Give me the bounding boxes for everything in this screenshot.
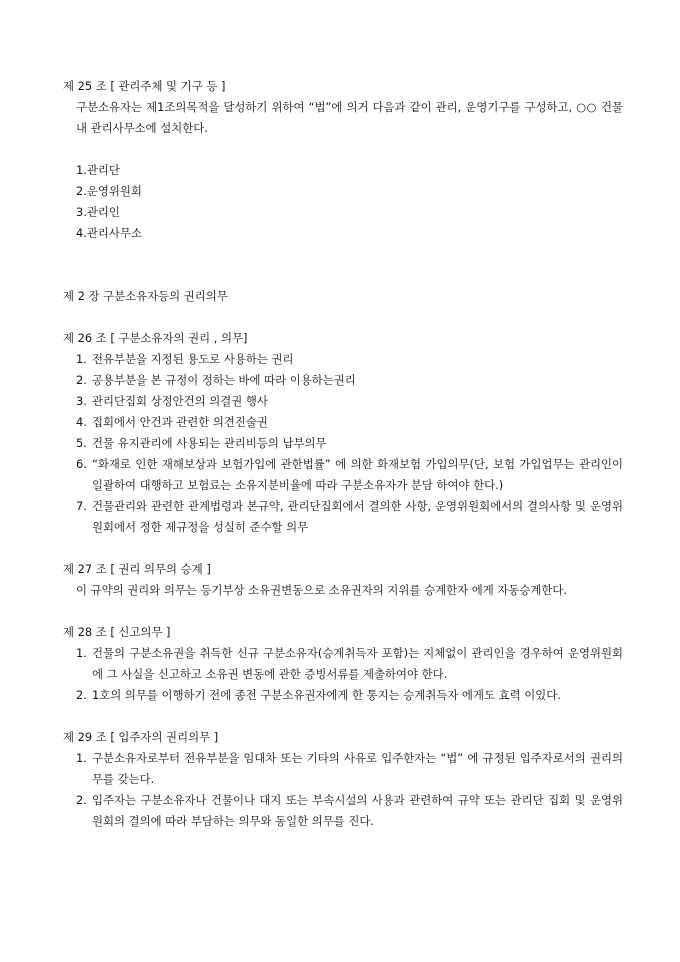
item-number: 3. — [76, 394, 87, 408]
item-text: 건물 유지관리에 사용되는 관리비등의 납부의무 — [92, 436, 327, 450]
item-text: 공용부분을 본 규정이 정하는 바에 따라 이용하는권리 — [92, 373, 356, 387]
item-text: 건물의 구분소유권을 취득한 신규 구분소유자(승계취득자 포함)는 지체없이 관리인을 경우하여 운영위원회에 그 사실을 신고하고 소유권 변동에 관한 증빙서류를 제출하여야 한다. — [92, 646, 623, 681]
article-29-list — [63, 748, 623, 832]
article-29-heading: 제 29 조 [ 입주자의 권리의무 ] — [63, 730, 219, 744]
list-item — [63, 370, 623, 391]
article-26-list — [63, 349, 623, 538]
item-number: 6. — [76, 457, 87, 471]
item-number: 2. — [76, 373, 87, 387]
list-item: 2.운영위원회 — [76, 184, 142, 198]
list-item — [63, 643, 623, 685]
list-item — [63, 433, 623, 454]
article-27 — [63, 559, 623, 601]
document-page — [63, 76, 623, 832]
list-item — [63, 685, 623, 706]
article-25 — [63, 76, 623, 244]
item-number: 4. — [76, 415, 87, 429]
item-text: “화재로 인한 재해보상과 보험가입에 관한법률” 에 의한 화재보험 가입의무(단, 보험 가입업무는 관리인이 일괄하여 대행하고 보험료는 소유지분비율에 따라 구분소유자가 분담 하여야 한다.) — [92, 457, 623, 492]
article-27-body: 이 규약의 권리와 의무는 등기부상 소유권변동으로 소유권자의 지위를 승계한자 에게 자동승계한다. — [76, 583, 567, 597]
article-28-heading: 제 28 조 [ 신고의무 ] — [63, 625, 171, 639]
article-28 — [63, 622, 623, 706]
item-text: 1호의 의무를 이행하기 전에 종전 구분소유권자에게 한 통지는 승계취득자 에게도 효력 이있다. — [92, 688, 561, 702]
list-item: 1.관리단 — [76, 163, 120, 177]
list-item: 3.관리인 — [76, 205, 120, 219]
article-26-heading: 제 26 조 [ 구분소유자의 권리 , 의무] — [63, 331, 248, 345]
item-number: 5. — [76, 436, 87, 450]
list-item: 4.관리사무소 — [76, 226, 142, 240]
item-number: 2. — [76, 688, 87, 702]
list-item — [63, 349, 623, 370]
list-item — [63, 391, 623, 412]
item-number: 1. — [76, 646, 87, 660]
article-25-list — [63, 160, 623, 244]
item-text: 건물관리와 관련한 관계법령과 본규약, 관리단집회에서 결의한 사항, 운영위원회에서의 결의사항 및 운영위원회에서 정한 제규정을 성실히 준수할 의무 — [92, 499, 623, 534]
article-29 — [63, 727, 623, 832]
item-text: 관리단집회 상정안건의 의결권 행사 — [92, 394, 268, 408]
article-26 — [63, 328, 623, 538]
list-item — [63, 412, 623, 433]
list-item — [63, 790, 623, 832]
list-item — [63, 748, 623, 790]
list-item — [63, 496, 623, 538]
item-number: 1. — [76, 751, 87, 765]
item-text: 집회에서 안건과 관련한 의견진술권 — [92, 415, 268, 429]
item-text: 구분소유자로부터 전유부분을 임대차 또는 기타의 사유로 입주한자는 “법” 에 규정된 입주자로서의 권리의무를 갖는다. — [92, 751, 623, 786]
item-number: 2. — [76, 793, 87, 807]
article-28-list — [63, 643, 623, 706]
list-item — [63, 454, 623, 496]
article-25-body: 구분소유자는 제1조의목적을 달성하기 위하여 “법”에 의거 다음과 같이 관리, 운영기구를 구성하고, ○○ 건물내 관리사무소에 설치한다. — [76, 100, 623, 135]
chapter-2-heading: 제 2 장 구분소유자등의 권리의무 — [63, 289, 228, 303]
item-text: 입주자는 구분소유자나 건물이나 대지 또는 부속시설의 사용과 관련하여 규약 또는 관리단 집회 및 운영위원회의 결의에 따라 부담하는 의무와 동일한 의무를 진다. — [92, 793, 623, 828]
item-text: 전유부분을 지정된 용도로 사용하는 권리 — [92, 352, 294, 366]
article-27-heading: 제 27 조 [ 권리 의무의 승계 ] — [63, 562, 211, 576]
item-number: 7. — [76, 499, 87, 513]
item-number: 1. — [76, 352, 87, 366]
article-25-heading: 제 25 조 [ 관리주체 및 기구 등 ] — [63, 79, 226, 93]
